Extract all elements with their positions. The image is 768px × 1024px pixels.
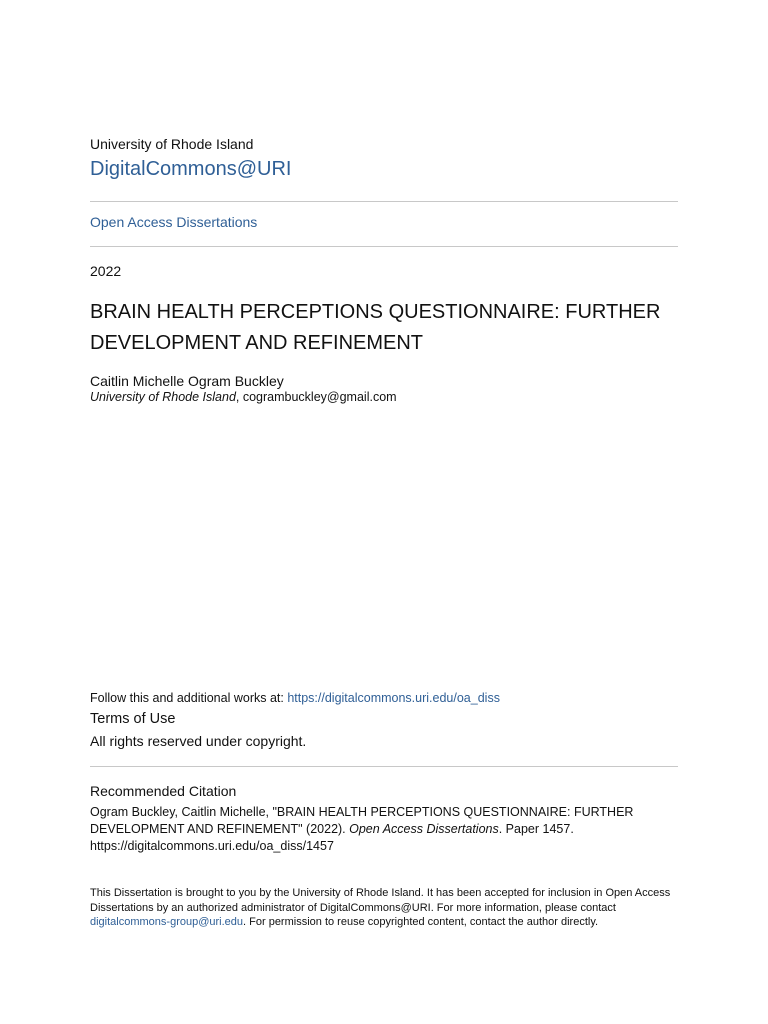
citation-url: https://digitalcommons.uri.edu/oa_diss/1457 xyxy=(90,839,334,853)
citation-part: . Paper 1457. xyxy=(498,822,574,836)
institution-name: University of Rhode Island xyxy=(90,136,254,152)
cover-page xyxy=(90,0,678,1024)
collection-url-link[interactable]: https://digitalcommons.uri.edu/oa_diss xyxy=(287,691,500,705)
publication-year: 2022 xyxy=(90,263,122,279)
divider xyxy=(90,246,678,247)
author-email: , cogrambuckley@gmail.com xyxy=(235,390,397,404)
contact-email-link[interactable]: digitalcommons-group@uri.edu xyxy=(90,916,244,928)
repository-notice xyxy=(90,886,678,930)
rights-statement: All rights reserved under copyright. xyxy=(90,733,307,749)
follow-line xyxy=(90,691,500,705)
author-affiliation xyxy=(90,390,397,404)
notice-part: This Dissertation is brought to you by the University of Rhode Island. It has been accepted for inclusion in Open Access Dissertations by an authorized administrator of DigitalCommons@URI. For more information, please contact xyxy=(90,887,671,914)
recommended-citation-heading: Recommended Citation xyxy=(90,783,237,799)
follow-prefix: Follow this and additional works at: xyxy=(90,691,288,705)
citation-series: Open Access Dissertations xyxy=(349,822,499,836)
citation-part: Ogram Buckley, Caitlin Michelle, "BRAIN HEALTH PERCEPTIONS QUESTIONNAIRE: FURTHER DEVELOPMENT AND REFINEMENT" (2022). xyxy=(90,805,634,836)
document-title: BRAIN HEALTH PERCEPTIONS QUESTIONNAIRE: FURTHER DEVELOPMENT AND REFINEMENT xyxy=(90,301,661,354)
divider xyxy=(90,201,678,202)
notice-part: . For permission to reuse copyrighted content, contact the author directly. xyxy=(243,916,599,928)
repository-link[interactable]: DigitalCommons@URI xyxy=(90,158,292,180)
citation-text xyxy=(90,804,678,855)
author-name: Caitlin Michelle Ogram Buckley xyxy=(90,373,284,389)
affiliation-name: University of Rhode Island xyxy=(90,390,236,404)
terms-of-use-link[interactable]: Terms of Use xyxy=(90,711,176,727)
collection-link[interactable]: Open Access Dissertations xyxy=(90,214,258,230)
divider xyxy=(90,766,678,767)
